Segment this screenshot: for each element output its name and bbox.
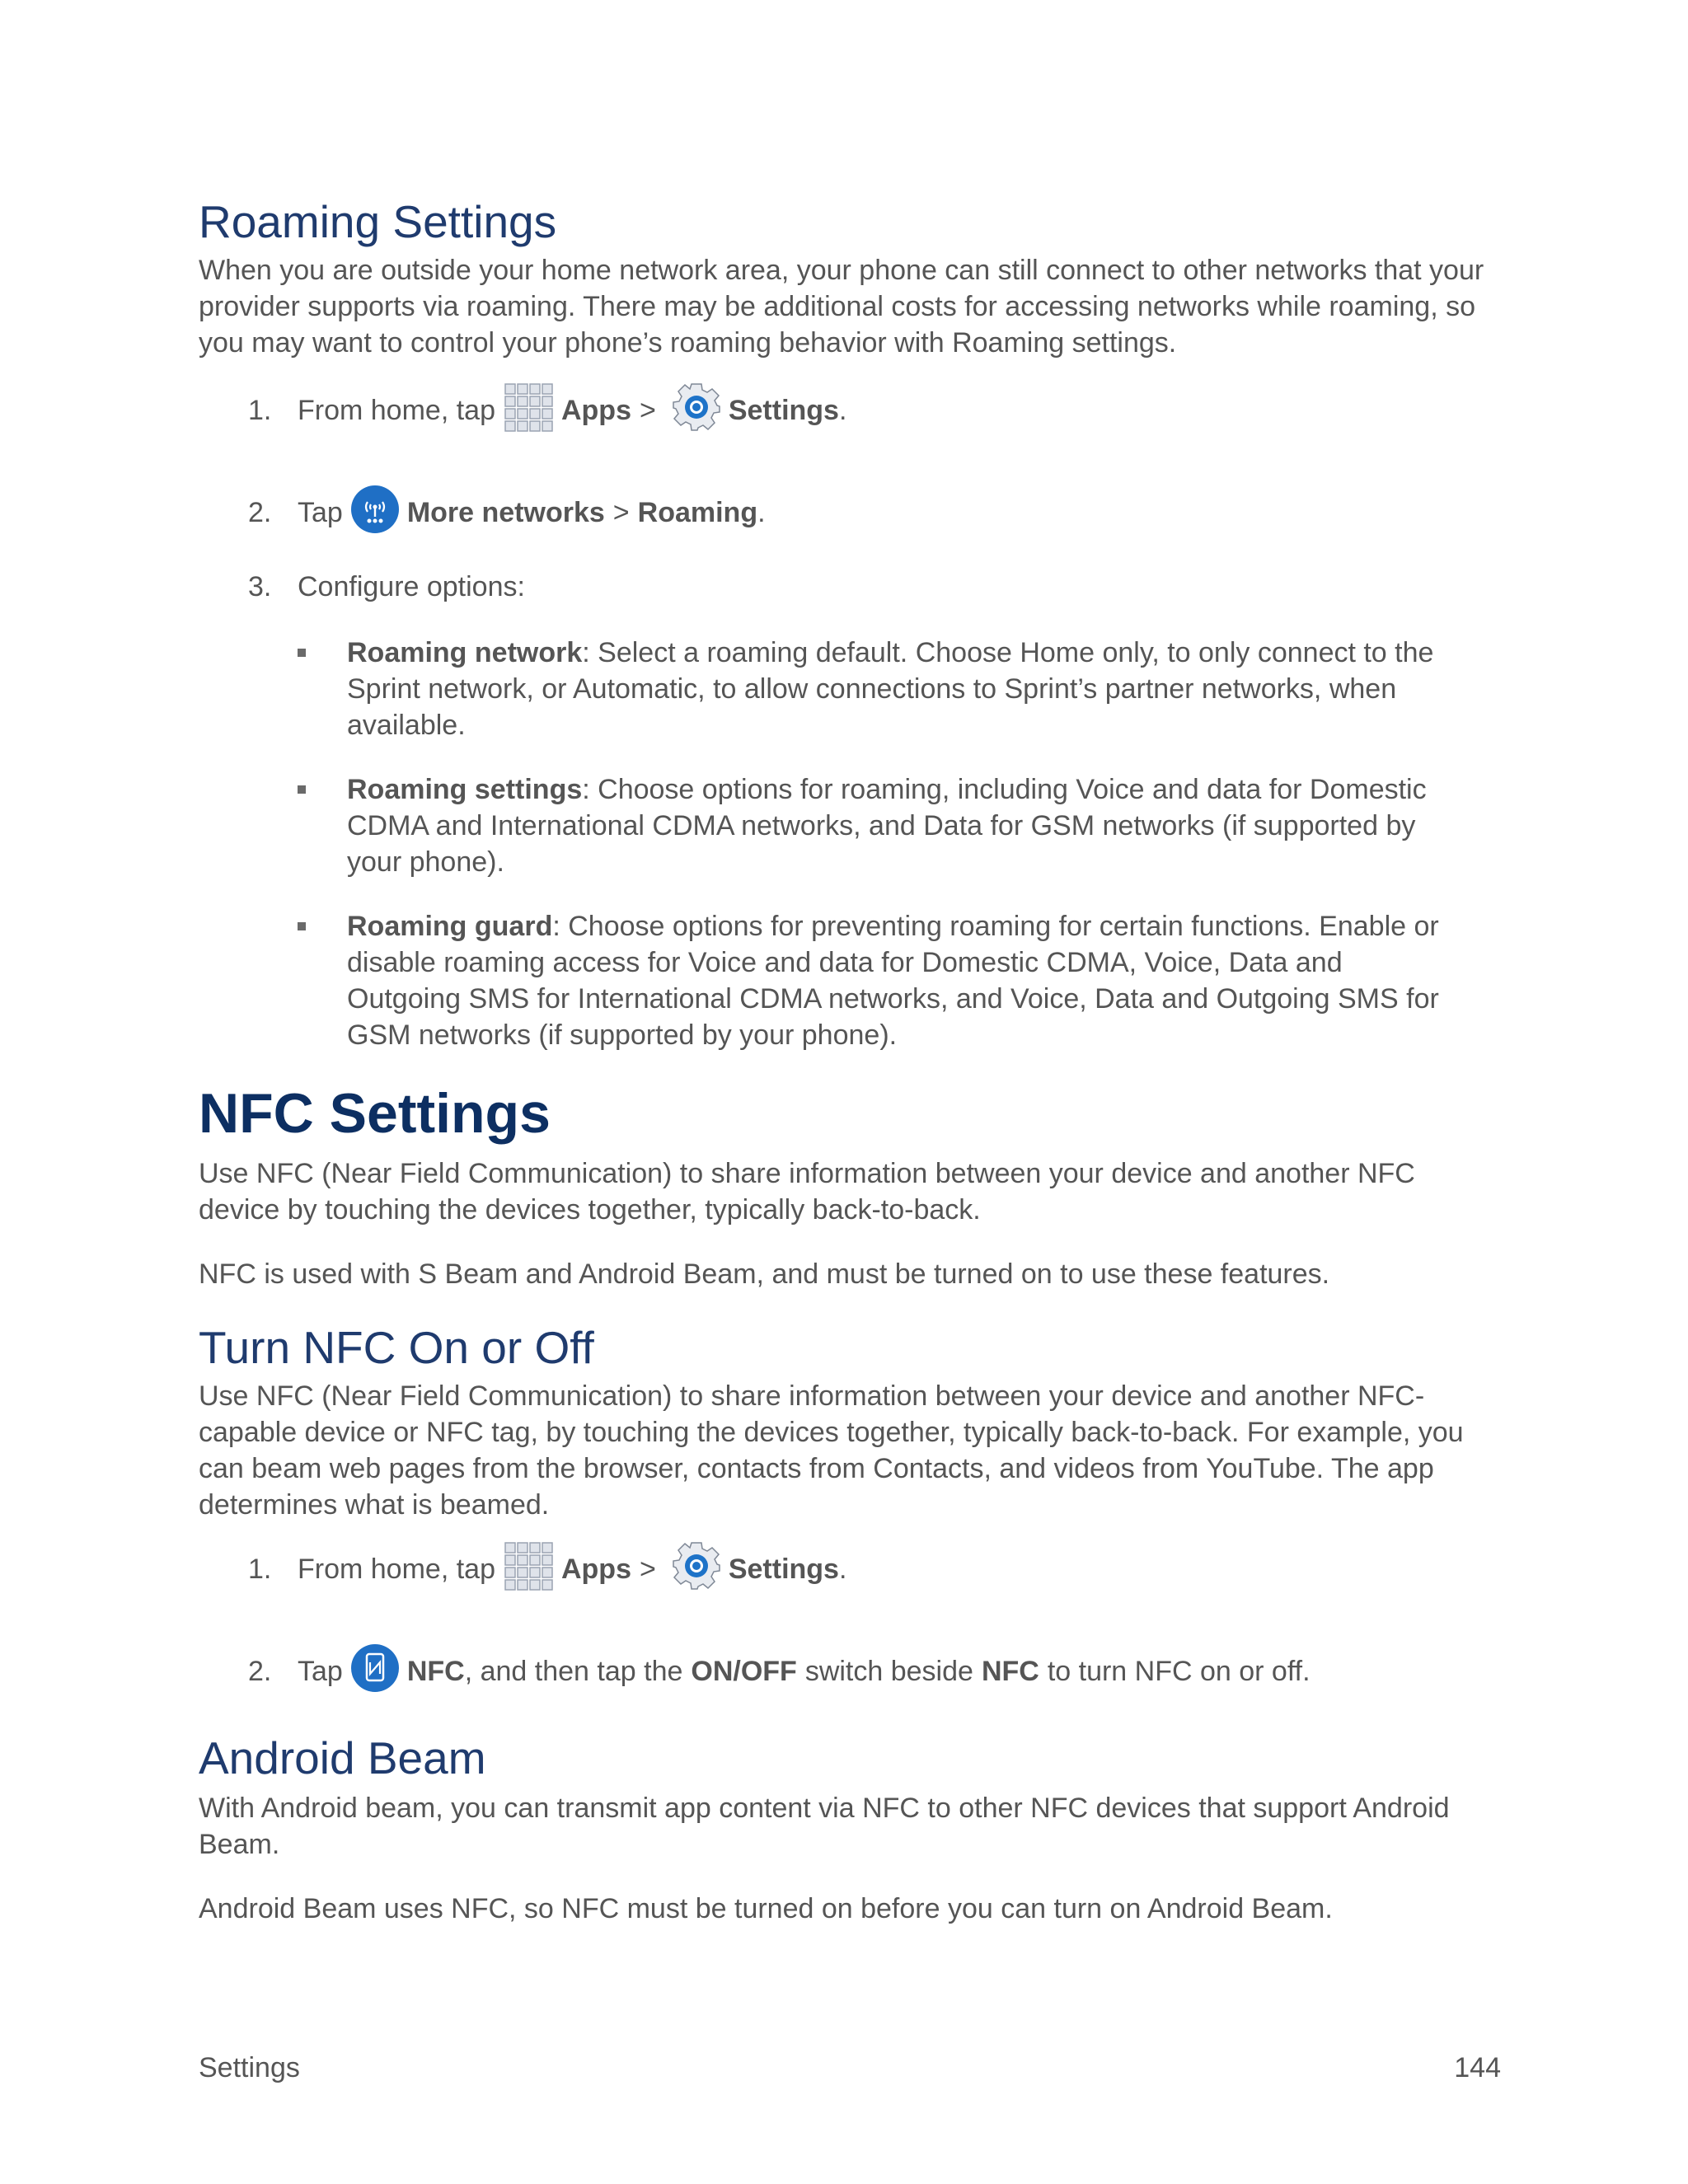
android-beam-paragraph-2: Android Beam uses NFC, so NFC must be turned on before you can turn on Android Beam.: [199, 1893, 1333, 1924]
path-separator: >: [639, 1553, 656, 1585]
step-text: Configure options:: [298, 570, 525, 602]
nfc-label: NFC: [981, 1655, 1039, 1687]
nfc-paragraph-2: NFC is used with S Beam and Android Beam, and must be turned on to use these features.: [199, 1258, 1330, 1290]
step-number: 2.: [248, 496, 272, 528]
bullet-square: [298, 649, 306, 657]
path-separator: >: [612, 496, 630, 528]
path-separator: >: [639, 394, 656, 426]
nfc-step-1: [248, 1544, 846, 1594]
settings-gear-icon: [671, 1540, 722, 1599]
step-end: .: [757, 496, 766, 528]
roaming-settings-heading: Roaming Settings: [199, 196, 557, 247]
option-label: Roaming network: [347, 637, 583, 668]
bullet-square: [298, 785, 306, 794]
roaming-step-2: [248, 488, 766, 537]
nfc-icon: [349, 1643, 401, 1701]
option-label: Roaming settings: [347, 774, 583, 805]
bullet-square: [298, 922, 306, 930]
step-number: 3.: [248, 570, 272, 602]
step-end: .: [838, 1553, 847, 1585]
turn-nfc-paragraph: Use NFC (Near Field Communication) to share information between your device and another NFC-capable device or NFC tag, by touching the devices together, typically back-to-back. For example, you can beam web pages from the browser, contacts from Contacts, and videos from YouTube. The app determines what is beamed.: [199, 1380, 1464, 1521]
apps-label: Apps: [560, 394, 631, 426]
more-networks-label: More networks: [406, 496, 605, 528]
nfc-settings-heading: NFC Settings: [199, 1082, 551, 1145]
roaming-label: Roaming: [637, 496, 758, 528]
settings-label: Settings: [728, 394, 839, 426]
footer-section-label: Settings: [199, 2052, 300, 2083]
option-text: : Select a roaming default. Choose Home only, to only connect to the Sprint network, or Automatic, to allow connections to Sprint’s partner networks, when available.: [347, 637, 1434, 741]
settings-label: Settings: [728, 1553, 839, 1585]
step-number: 1.: [248, 394, 272, 426]
more-networks-icon: [349, 484, 401, 542]
step-text: , and then tap the: [464, 1655, 683, 1687]
step-text: switch beside: [804, 1655, 973, 1687]
roaming-step-3: [248, 562, 525, 612]
turn-nfc-heading: Turn NFC On or Off: [199, 1322, 594, 1373]
option-roaming-network: [298, 635, 1451, 743]
option-roaming-guard: [298, 908, 1451, 1053]
nfc-step-2: [248, 1647, 1311, 1696]
step-text: From home, tap: [298, 394, 495, 426]
settings-gear-icon: [671, 382, 722, 440]
option-label: Roaming guard: [347, 911, 553, 942]
android-beam-heading: Android Beam: [199, 1732, 486, 1783]
roaming-step-1: [248, 386, 846, 435]
on-off-label: ON/OFF: [691, 1655, 797, 1687]
step-number: 1.: [248, 1553, 272, 1585]
option-text: : Choose options for preventing roaming for certain functions. Enable or disable roaming access for Voice and data for Domestic CDMA, Voice, Data and Outgoing SMS for International CDMA networks, and Voice, Data and Outgoing SMS for GSM networks (if supported by your phone).: [347, 911, 1439, 1051]
step-number: 2.: [248, 1655, 272, 1687]
apps-label: Apps: [560, 1553, 631, 1585]
roaming-intro: When you are outside your home network area, your phone can still connect to other networks that your provider supports via roaming. There may be additional costs for accessing networks while roaming, so you may want to control your phone’s roaming behavior with Roaming settings.: [199, 255, 1484, 359]
option-text: : Choose options for roaming, including Voice and data for Domestic CDMA and International CDMA networks, and Data for GSM networks (if supported by your phone).: [347, 774, 1427, 878]
apps-grid-icon: [502, 381, 555, 441]
step-text: to turn NFC on or off.: [1047, 1655, 1311, 1687]
step-end: .: [838, 394, 847, 426]
step-text: Tap: [298, 1655, 343, 1687]
nfc-paragraph-1: Use NFC (Near Field Communication) to share information between your device and another NFC device by touching the devices together, typically back-to-back.: [199, 1158, 1415, 1226]
step-text: From home, tap: [298, 1553, 495, 1585]
step-text: Tap: [298, 496, 343, 528]
footer-page-number: 144: [1454, 2052, 1501, 2083]
nfc-label: NFC: [406, 1655, 465, 1687]
option-roaming-settings: [298, 771, 1451, 880]
apps-grid-icon: [502, 1540, 555, 1600]
android-beam-paragraph-1: With Android beam, you can transmit app content via NFC to other NFC devices that support Android Beam.: [199, 1793, 1450, 1860]
